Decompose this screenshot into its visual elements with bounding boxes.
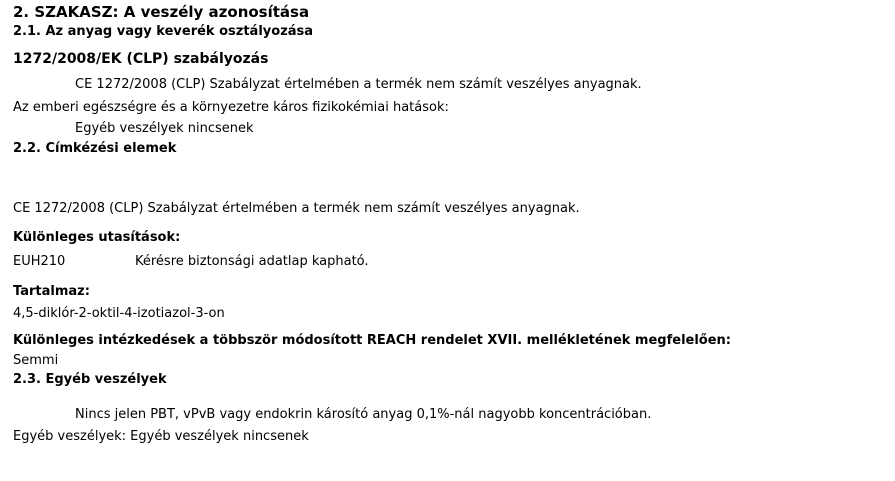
special-instructions-label: Különleges utasítások: — [13, 230, 181, 245]
other-hazards-line: Egyéb veszélyek: Egyéb veszélyek nincsenek — [13, 429, 309, 444]
euh-code: EUH210 — [13, 254, 66, 269]
pbt-vpvb-statement: Nincs jelen PBT, vPvB vagy endokrin károsító anyag 0,1%-nál nagyobb koncentrációban. — [75, 407, 652, 422]
physicochemical-effects-value: Egyéb veszélyek nincsenek — [75, 121, 254, 136]
contains-substance-name: 4,5-diklór-2-oktil-4-izotiazol-3-on — [13, 306, 225, 321]
reach-restrictions-value: Semmi — [13, 353, 59, 368]
subsection-2-2-heading: 2.2. Címkézési elemek — [13, 141, 177, 156]
contains-label: Tartalmaz: — [13, 284, 90, 299]
subsection-2-3-heading: 2.3. Egyéb veszélyek — [13, 372, 167, 387]
physicochemical-effects-label: Az emberi egészségre és a környezetre káros fizikokémiai hatások: — [13, 100, 449, 115]
labeling-clp-statement: CE 1272/2008 (CLP) Szabályzat értelmében a termék nem számít veszélyes anyagnak. — [13, 201, 580, 216]
clp-classification-statement: CE 1272/2008 (CLP) Szabályzat értelmében a termék nem számít veszélyes anyagnak. — [75, 77, 642, 92]
clp-regulation-heading: 1272/2008/EK (CLP) szabályozás — [13, 51, 269, 67]
reach-restrictions-label: Különleges intézkedések a többször módosított REACH rendelet XVII. mellékletének megfelelően: — [13, 333, 732, 348]
subsection-2-1-heading: 2.1. Az anyag vagy keverék osztályozása — [13, 24, 314, 39]
section-2-heading: 2. SZAKASZ: A veszély azonosítása — [13, 3, 310, 21]
euh-text: Kérésre biztonsági adatlap kapható. — [135, 254, 369, 269]
euh-statement-row — [13, 255, 369, 270]
